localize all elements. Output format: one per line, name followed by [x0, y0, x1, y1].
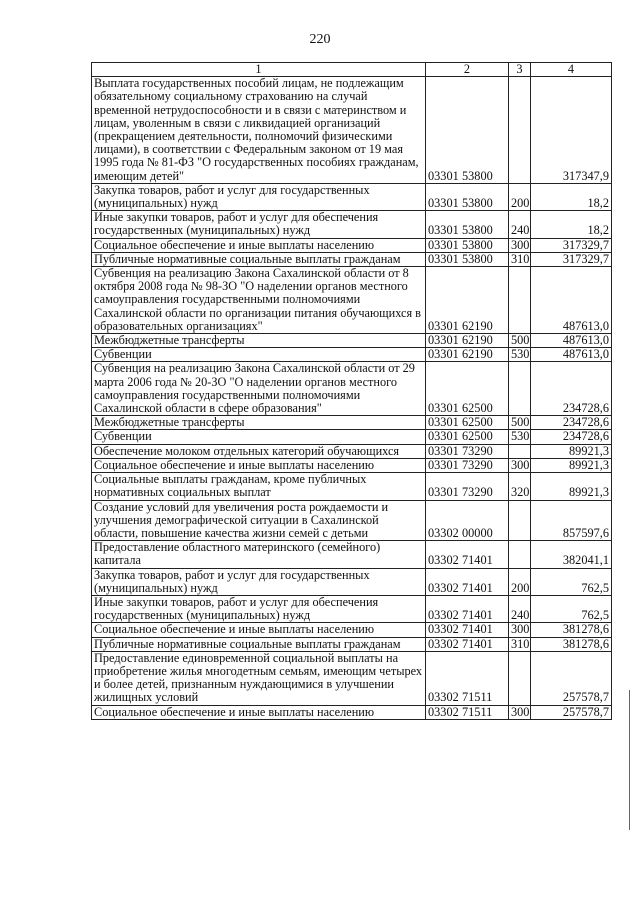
row-expense-type: 500: [509, 416, 531, 430]
row-code: [426, 705, 509, 719]
row-code: [426, 183, 509, 210]
table-row: [92, 362, 612, 416]
row-description: Субвенции: [92, 348, 426, 362]
table-row: [92, 458, 612, 472]
row-code-part2: 53800: [462, 196, 493, 211]
table-header-row: [92, 63, 612, 77]
row-code-part1: 03301: [428, 347, 459, 362]
row-code-part2: 62190: [462, 347, 493, 362]
row-code-part1: 03302: [428, 704, 459, 719]
row-code: [426, 416, 509, 430]
row-expense-type: 240: [509, 595, 531, 622]
table-row: [92, 568, 612, 595]
row-expense-type: 300: [509, 623, 531, 637]
row-amount: 762,5: [531, 568, 612, 595]
row-amount: 857597,6: [531, 500, 612, 541]
row-code-part2: 53800: [462, 168, 493, 183]
row-description: Иные закупки товаров, работ и услуг для обеспечения государственных (муниципальных) нужд: [92, 211, 426, 238]
table-row: [92, 500, 612, 541]
row-expense-type: 200: [509, 183, 531, 210]
row-code: [426, 267, 509, 334]
row-expense-type: [509, 541, 531, 568]
table-row: [92, 77, 612, 184]
row-code: [426, 595, 509, 622]
row-description: Выплата государственных пособий лицам, не подлежащим обязательному социальному страхованию на случай временной нетрудоспособности и в связи с материнством и лицам, уволенным в связи с ликвидацией организаций (прекращением деятельности, полномочий физическими лицами), в соответствии с Федеральным законом от 19 мая 1995 года № 81-ФЗ "О государственных пособиях гражданам, имеющим детей": [92, 77, 426, 184]
row-amount: 487613,0: [531, 348, 612, 362]
table-row: [92, 211, 612, 238]
row-code-part1: 03302: [428, 622, 459, 637]
row-description: Социальные выплаты гражданам, кроме публичных нормативных социальных выплат: [92, 473, 426, 500]
row-code-part1: 03302: [428, 636, 459, 651]
row-amount: 89921,3: [531, 458, 612, 472]
row-code-part1: 03302: [428, 580, 459, 595]
row-code-part2: 71511: [462, 690, 493, 705]
row-code-part1: 03301: [428, 223, 459, 238]
row-code: [426, 334, 509, 348]
row-code: [426, 211, 509, 238]
table-row: [92, 473, 612, 500]
page-number: 220: [309, 32, 331, 47]
row-expense-type: 530: [509, 430, 531, 444]
row-code: [426, 430, 509, 444]
row-code-part1: 03301: [428, 429, 459, 444]
row-code-part2: 53800: [462, 223, 493, 238]
row-code-part2: 73290: [462, 443, 493, 458]
row-description: Обеспечение молоком отдельных категорий обучающихся: [92, 444, 426, 458]
row-expense-type: 240: [509, 211, 531, 238]
row-code: [426, 458, 509, 472]
table-row: [92, 183, 612, 210]
row-description: Предоставление областного материнского (семейного) капитала: [92, 541, 426, 568]
row-code: [426, 568, 509, 595]
row-code-part1: 03302: [428, 525, 459, 540]
row-expense-type: 310: [509, 637, 531, 651]
row-code-part2: 62190: [462, 318, 493, 333]
row-amount: 234728,6: [531, 430, 612, 444]
row-amount: 317347,9: [531, 77, 612, 184]
row-amount: 381278,6: [531, 623, 612, 637]
row-code-part2: 73290: [462, 485, 493, 500]
row-amount: 762,5: [531, 595, 612, 622]
row-code-part2: 71401: [462, 622, 493, 637]
row-description: Субвенции: [92, 430, 426, 444]
header-col-4: 4: [531, 63, 612, 77]
row-code: [426, 623, 509, 637]
row-code-part1: 03301: [428, 237, 459, 252]
row-amount: 234728,6: [531, 416, 612, 430]
row-amount: 18,2: [531, 183, 612, 210]
row-expense-type: 320: [509, 473, 531, 500]
row-amount: 382041,1: [531, 541, 612, 568]
table-row: [92, 348, 612, 362]
row-description: Социальное обеспечение и иные выплаты населению: [92, 238, 426, 252]
row-description: Социальное обеспечение и иные выплаты населению: [92, 705, 426, 719]
row-expense-type: [509, 77, 531, 184]
row-expense-type: [509, 500, 531, 541]
row-amount: 89921,3: [531, 444, 612, 458]
row-code: [426, 252, 509, 266]
table-row: [92, 637, 612, 651]
row-amount: 257578,7: [531, 651, 612, 705]
row-expense-type: 300: [509, 705, 531, 719]
row-expense-type: [509, 267, 531, 334]
row-code-part2: 71401: [462, 580, 493, 595]
table-row: [92, 238, 612, 252]
row-description: Предоставление единовременной социальной выплаты на приобретение жилья многодетным семьям, имеющим четырех и более детей, признанным нуждающимися в улучшении жилищных условий: [92, 651, 426, 705]
row-code-part1: 03301: [428, 401, 459, 416]
scan-edge-mark: [629, 690, 630, 830]
row-code-part1: 03301: [428, 485, 459, 500]
row-code-part1: 03301: [428, 196, 459, 211]
row-description: Закупка товаров, работ и услуг для государственных (муниципальных) нужд: [92, 183, 426, 210]
row-description: Межбюджетные трансферты: [92, 334, 426, 348]
table-row: [92, 623, 612, 637]
row-amount: 317329,7: [531, 238, 612, 252]
row-code: [426, 362, 509, 416]
row-amount: 381278,6: [531, 637, 612, 651]
row-code-part2: 71401: [462, 636, 493, 651]
row-code-part2: 62500: [462, 415, 493, 430]
row-code-part1: 03301: [428, 457, 459, 472]
row-code-part2: 53800: [462, 251, 493, 266]
row-code: [426, 473, 509, 500]
table-row: [92, 651, 612, 705]
row-code-part2: 53800: [462, 237, 493, 252]
row-description: Социальное обеспечение и иные выплаты населению: [92, 623, 426, 637]
row-code-part1: 03302: [428, 553, 459, 568]
row-amount: 487613,0: [531, 267, 612, 334]
row-code-part1: 03301: [428, 251, 459, 266]
row-amount: 257578,7: [531, 705, 612, 719]
row-amount: 317329,7: [531, 252, 612, 266]
row-code-part2: 73290: [462, 457, 493, 472]
row-code-part1: 03301: [428, 318, 459, 333]
row-code-part2: 62500: [462, 401, 493, 416]
row-expense-type: [509, 444, 531, 458]
row-description: Субвенция на реализацию Закона Сахалинской области от 29 марта 2006 года № 20-ЗО "О наделении органов местного самоуправления государственными полномочиями Сахалинской области в сфере образования": [92, 362, 426, 416]
row-expense-type: 300: [509, 238, 531, 252]
row-description: Субвенция на реализацию Закона Сахалинской области от 8 октября 2008 года № 98-ЗО "О наделении органов местного самоуправления государственными полномочиями Сахалинской области по организации питания обучающихся в образовательных организациях": [92, 267, 426, 334]
row-description: Публичные нормативные социальные выплаты гражданам: [92, 637, 426, 651]
row-code-part2: 71401: [462, 608, 493, 623]
table-row: [92, 444, 612, 458]
header-col-3: 3: [509, 63, 531, 77]
row-code-part2: 00000: [462, 525, 493, 540]
row-code: [426, 541, 509, 568]
row-amount: 89921,3: [531, 473, 612, 500]
row-code-part1: 03302: [428, 608, 459, 623]
table-row: [92, 705, 612, 719]
row-amount: 487613,0: [531, 334, 612, 348]
row-expense-type: [509, 651, 531, 705]
table-row: [92, 595, 612, 622]
row-description: Публичные нормативные социальные выплаты гражданам: [92, 252, 426, 266]
row-description: Межбюджетные трансферты: [92, 416, 426, 430]
row-description: Закупка товаров, работ и услуг для государственных (муниципальных) нужд: [92, 568, 426, 595]
row-code: [426, 651, 509, 705]
row-code: [426, 77, 509, 184]
row-expense-type: 200: [509, 568, 531, 595]
table-row: [92, 430, 612, 444]
table-row: [92, 267, 612, 334]
row-code-part1: 03301: [428, 168, 459, 183]
row-code-part2: 62500: [462, 429, 493, 444]
table-row: [92, 334, 612, 348]
row-code: [426, 238, 509, 252]
row-amount: 18,2: [531, 211, 612, 238]
row-code: [426, 348, 509, 362]
row-code-part2: 71511: [462, 704, 493, 719]
table-row: [92, 416, 612, 430]
row-expense-type: 530: [509, 348, 531, 362]
row-expense-type: 310: [509, 252, 531, 266]
row-code-part1: 03301: [428, 333, 459, 348]
row-code-part1: 03301: [428, 415, 459, 430]
header-col-1: 1: [92, 63, 426, 77]
row-expense-type: 300: [509, 458, 531, 472]
row-description: Создание условий для увеличения роста рождаемости и улучшения демографической ситуации в Сахалинской области, повышение качества жизни семей с детьми: [92, 500, 426, 541]
table-row: [92, 252, 612, 266]
row-code-part1: 03302: [428, 690, 459, 705]
header-col-2: 2: [426, 63, 509, 77]
row-amount: 234728,6: [531, 362, 612, 416]
row-code-part1: 03301: [428, 443, 459, 458]
table-row: [92, 541, 612, 568]
row-expense-type: 500: [509, 334, 531, 348]
row-code: [426, 637, 509, 651]
row-description: Иные закупки товаров, работ и услуг для обеспечения государственных (муниципальных) нужд: [92, 595, 426, 622]
row-description: Социальное обеспечение и иные выплаты населению: [92, 458, 426, 472]
row-code: [426, 444, 509, 458]
row-expense-type: [509, 362, 531, 416]
row-code-part2: 71401: [462, 553, 493, 568]
row-code: [426, 500, 509, 541]
row-code-part2: 62190: [462, 333, 493, 348]
budget-table: [91, 62, 612, 720]
